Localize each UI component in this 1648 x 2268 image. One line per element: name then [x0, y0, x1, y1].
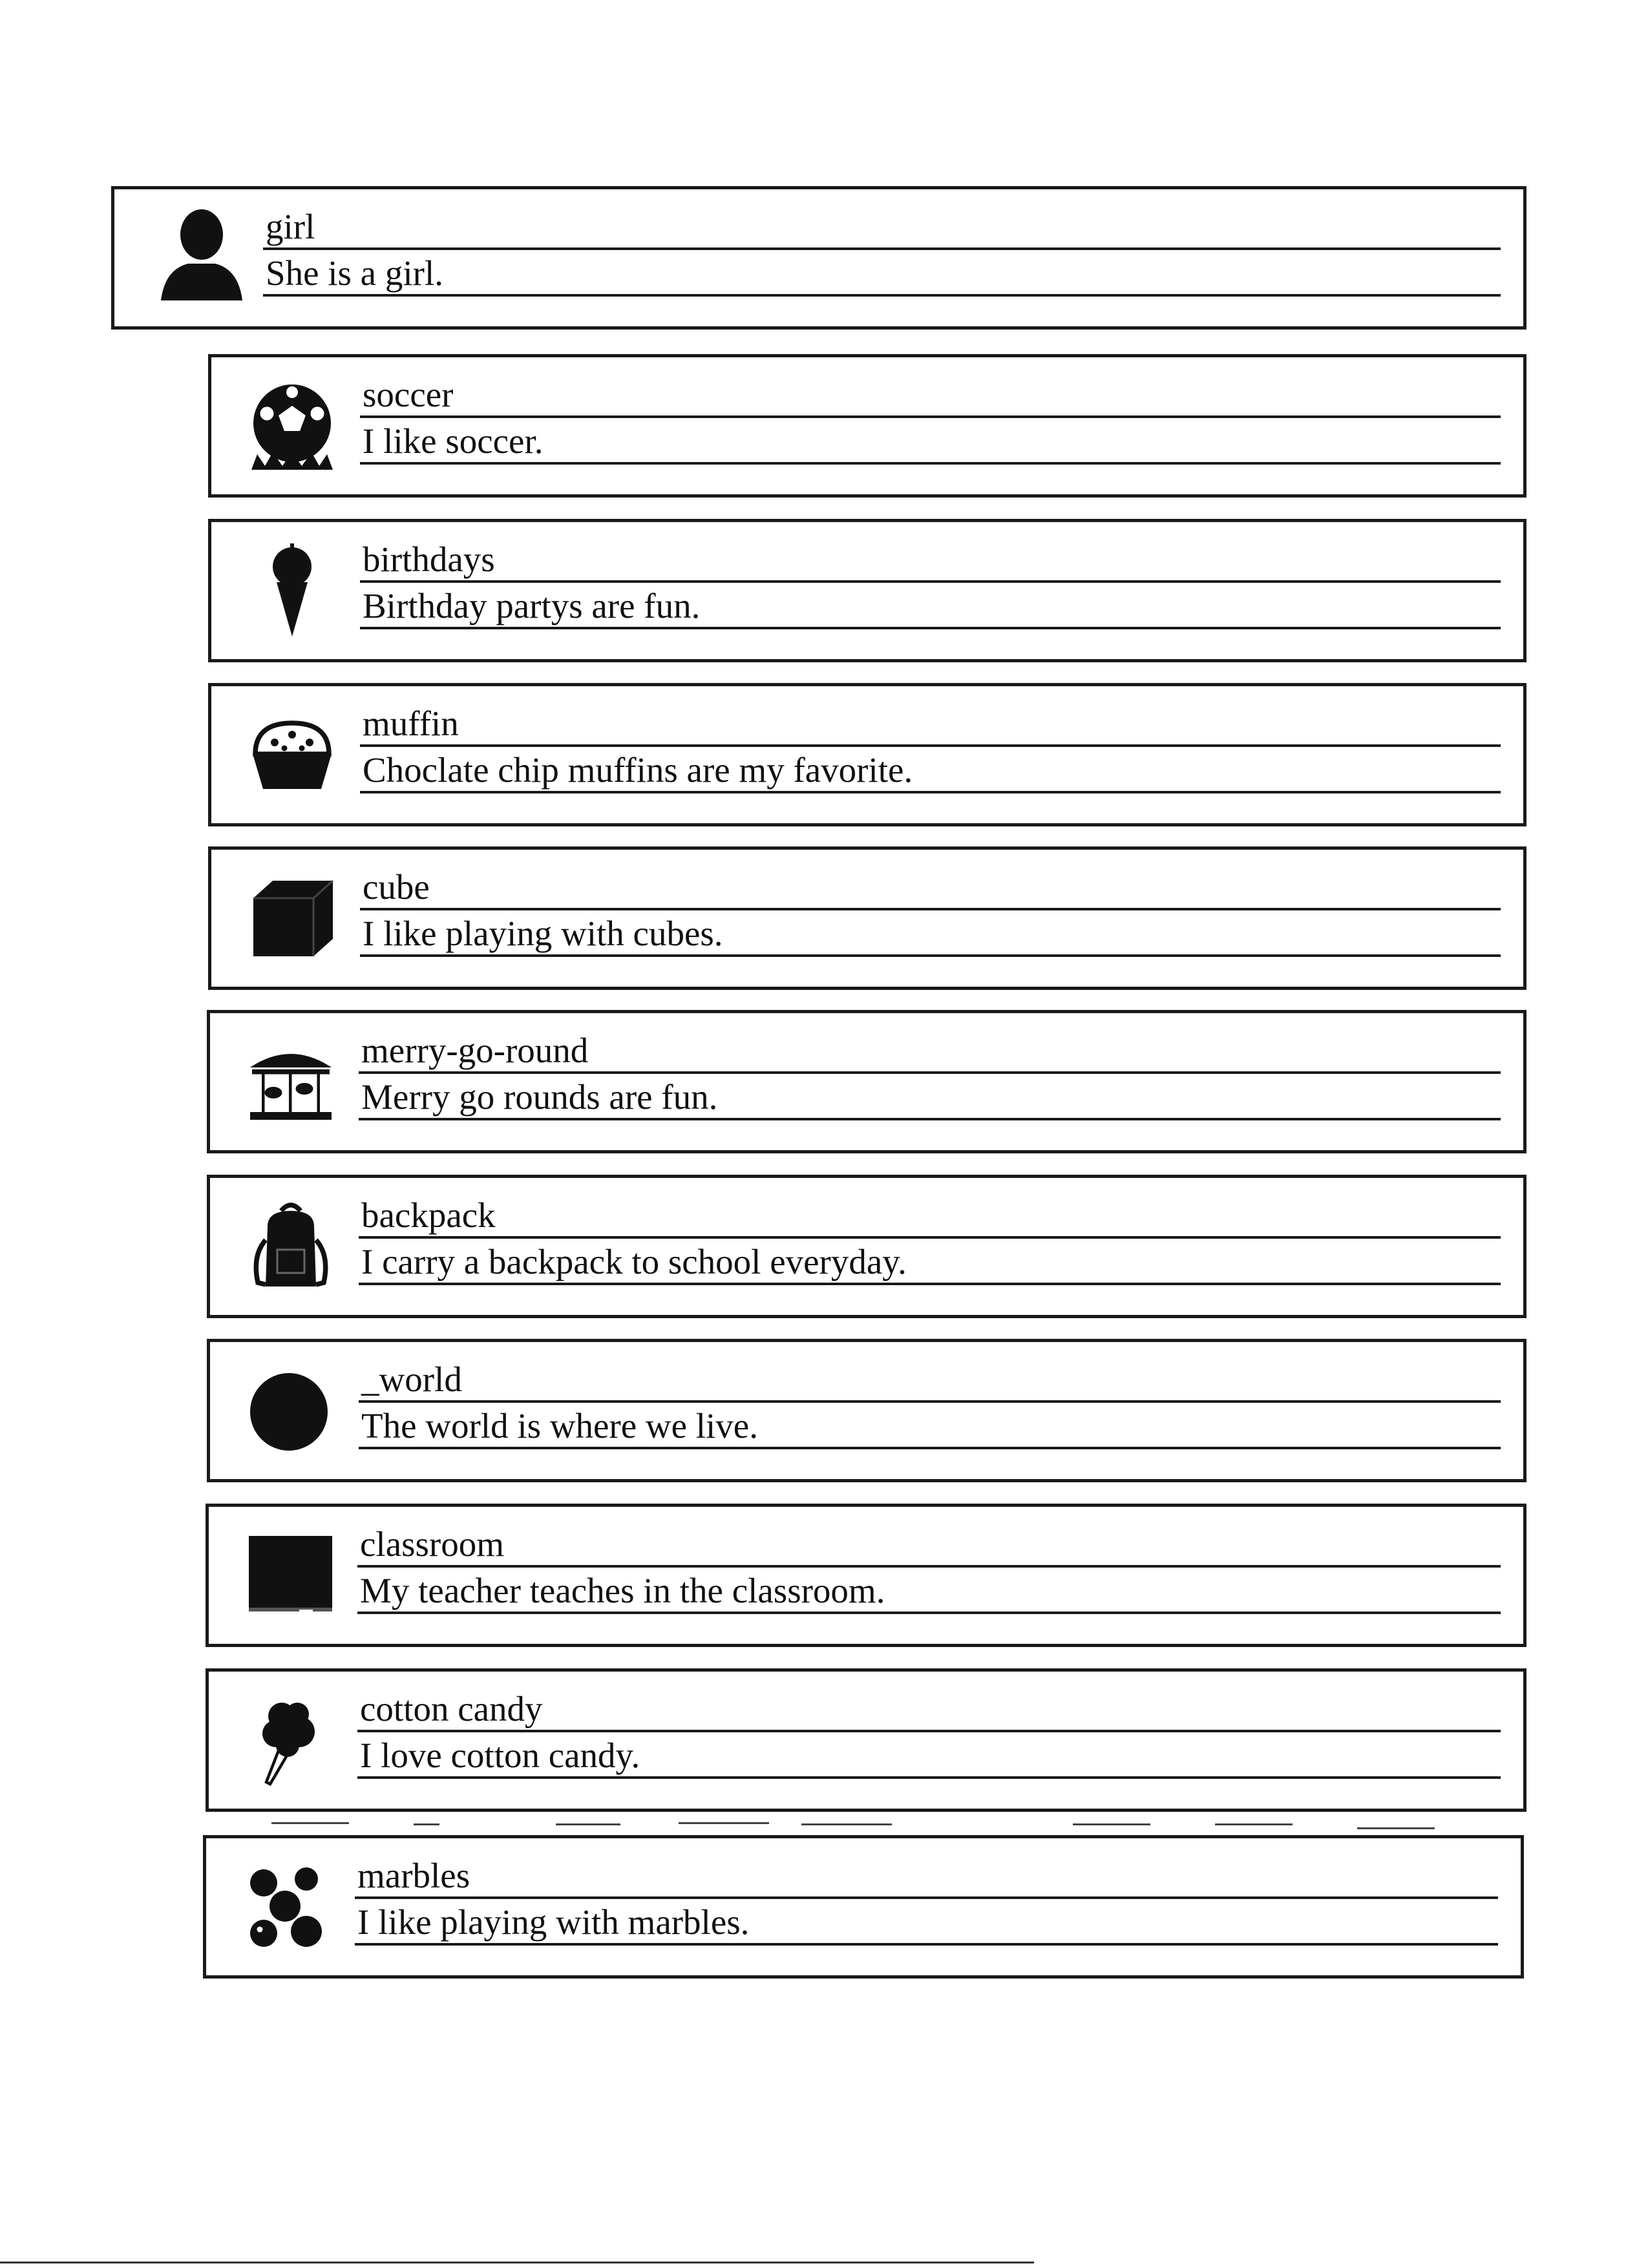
- cotton-candy-icon: [241, 1691, 338, 1788]
- girl-silhouette-icon: [153, 205, 250, 302]
- vocab-card-muffin: [208, 683, 1527, 826]
- stray-mark: [1073, 1823, 1150, 1825]
- stray-mark: [801, 1823, 892, 1825]
- chalkboard-icon: [241, 1526, 338, 1623]
- stray-mark: [679, 1822, 769, 1824]
- sentence-line: I like playing with marbles.: [355, 1903, 1498, 1946]
- sentence-line: I love cotton candy.: [357, 1736, 1501, 1779]
- stray-mark: [414, 1823, 439, 1825]
- vocab-card-cotton-candy: [206, 1668, 1527, 1812]
- stray-mark: [271, 1822, 349, 1824]
- word-line: backpack: [359, 1196, 1501, 1239]
- sentence-line: Choclate chip muffins are my favorite.: [360, 751, 1501, 793]
- cube-icon: [244, 869, 341, 966]
- sentence-line: Birthday partys are fun.: [360, 587, 1501, 629]
- vocab-card-soccer: [208, 354, 1527, 498]
- word-line: birthdays: [360, 540, 1501, 583]
- vocab-card-marbles: [203, 1835, 1524, 1979]
- stray-mark: [1357, 1827, 1435, 1829]
- sentence-line: I like playing with cubes.: [360, 914, 1501, 957]
- vocab-card-classroom: [206, 1504, 1527, 1647]
- globe-icon: [242, 1361, 339, 1458]
- page-edge-line: [0, 2262, 1034, 2263]
- vocab-card-merry-go-round: [207, 1010, 1527, 1153]
- stray-mark: [1215, 1823, 1293, 1825]
- sentence-line: She is a girl.: [263, 254, 1501, 297]
- word-line: cotton candy: [357, 1690, 1501, 1732]
- ice-cream-cone-icon: [244, 541, 341, 638]
- sentence-line: I carry a backpack to school everyday.: [359, 1243, 1501, 1285]
- word-line: classroom: [357, 1525, 1501, 1568]
- vocab-card-birthdays: [208, 519, 1527, 662]
- word-line: muffin: [360, 704, 1501, 747]
- marbles-icon: [238, 1858, 335, 1955]
- vocab-card-backpack: [207, 1175, 1527, 1318]
- muffin-icon: [244, 706, 341, 803]
- vocab-card-cube: [208, 846, 1527, 990]
- word-line: merry-go-round: [359, 1031, 1501, 1074]
- sentence-line: My teacher teaches in the classroom.: [357, 1571, 1501, 1614]
- word-line: cube: [360, 868, 1501, 910]
- word-line: marbles: [355, 1856, 1498, 1899]
- backpack-icon: [242, 1197, 339, 1294]
- sentence-line: The world is where we live.: [359, 1407, 1501, 1449]
- carousel-icon: [242, 1033, 339, 1129]
- vocab-card-girl: [111, 186, 1527, 330]
- word-line: soccer: [360, 375, 1501, 418]
- soccer-ball-icon: [244, 377, 341, 474]
- word-line: girl: [263, 207, 1501, 250]
- sentence-line: I like soccer.: [360, 422, 1501, 465]
- vocab-card-world: [207, 1339, 1527, 1482]
- sentence-line: Merry go rounds are fun.: [359, 1078, 1501, 1120]
- word-line: _world: [359, 1360, 1501, 1403]
- stray-mark: [556, 1823, 620, 1825]
